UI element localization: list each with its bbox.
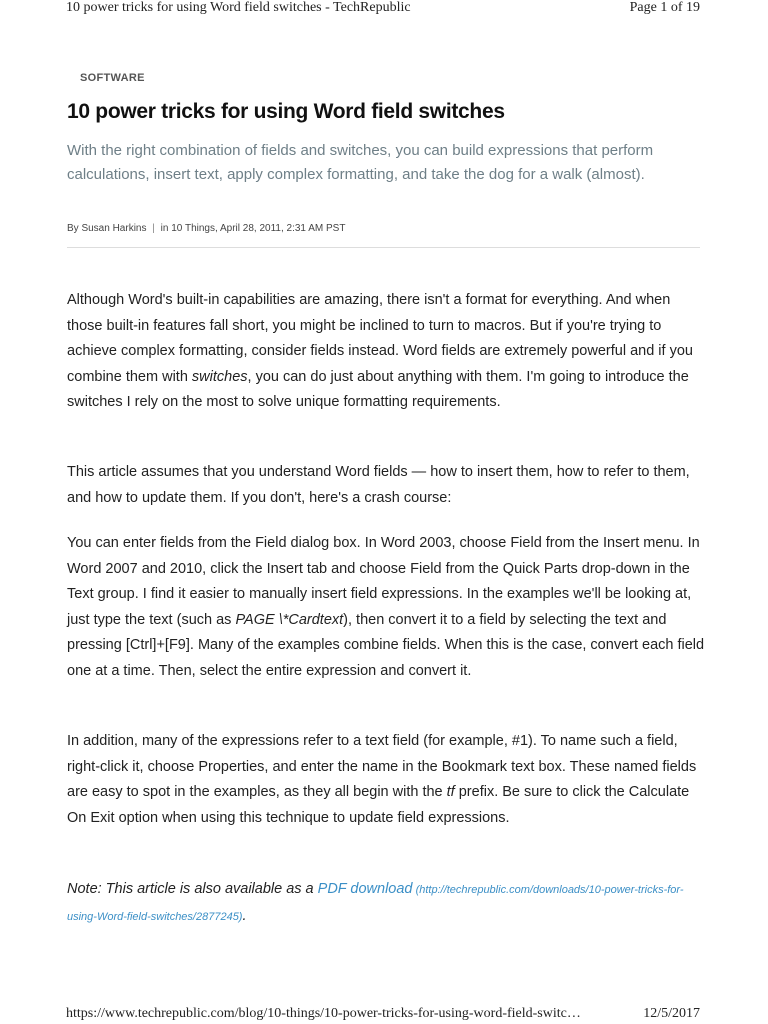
body-paragraph-1 [67,288,707,416]
article-headline: 10 power tricks for using Word field switches [67,100,505,123]
print-footer-url: https://www.techrepublic.com/blog/10-things/10-power-tricks-for-using-word-field-switc… [66,1006,581,1021]
p3-text-a: You can enter fields from the Field dialog box. In Word 2003, choose Field from the Insert menu. In Word 2007 and 2010, click the Insert tab and choose Field from the Quick Parts drop-down in the Text group. I find it easier to manually insert field expressions. In the examples we'll be looking at, just type the text (such as [67,535,700,628]
byline-section-link[interactable]: 10 Things [171,223,215,234]
print-footer-date: 12/5/2017 [643,1006,700,1021]
article-dek: With the right combination of fields and switches, you can build expressions that perform calculations, insert text, apply complex formatting, and take the dog for a walk (almost). [67,142,654,183]
p4-text-b: prefix. Be sure to click the Calculate On Exit option when using this technique to update field expressions. [67,784,690,826]
body-paragraph-2: This article assumes that you understand Word fields — how to insert them, how to refer to them, and how to update them. If you don't, here's a crash course: [67,464,690,506]
p3-field-code-switch: \*Cardtext [274,611,344,628]
byline-by: By [67,223,79,234]
p3-text-b: ), then convert it to a field by selecting the text and pressing [Ctrl]+[F9]. Many of the examples combine fields. When this is the case, convert each field one at a time. Then, select the entire expression and convert it. [67,611,705,679]
byline [67,223,345,234]
body-paragraph-3 [67,531,707,684]
pdf-note [67,876,707,930]
pdf-download-link[interactable]: PDF download [317,881,413,897]
body-paragraph-4 [67,729,707,831]
header-divider [67,247,700,248]
byline-date: , April 28, 2011, 2:31 AM PST [214,223,346,234]
p3-field-code-name: PAGE [235,611,275,628]
p4-text-a: In addition, many of the expressions refer to a text field (for example, #1). To name such a field, right-click it, choose Properties, and enter the name in the Bookmark text box. These named fields are easy to spot in the examples, as they all begin with the [67,733,697,800]
note-prefix: Note: This article is also available as a [67,881,318,897]
p1-text-a: Although Word's built-in capabilities are amazing, there isn't a format for everything. And when those built-in features fall short, you might be inclined to turn to macros. But if you're trying to achieve complex formatting, consider fields instead. Word fields are extremely powerful and if you combine them with [67,292,693,385]
p1-text-b: , you can do just about anything with them. I'm going to introduce the switches I rely on the most to solve unique formatting requirements. [67,368,689,410]
p4-prefix-code: tf [446,784,455,800]
print-header [66,0,700,22]
pdf-download-url[interactable]: (http://techrepublic.com/downloads/10-power-tricks-for-using-Word-field-switches/2877245) [67,884,684,923]
byline-author[interactable]: Susan Harkins [81,223,147,234]
byline-separator: | [152,223,155,234]
print-footer [66,1006,700,1024]
category-label[interactable]: SOFTWARE [80,72,145,84]
note-suffix: . [242,908,247,924]
byline-in: in [160,223,169,234]
p1-emphasis: switches [191,368,248,385]
print-header-title: 10 power tricks for using Word field switches - TechRepublic [66,0,411,15]
print-header-page-number: Page 1 of 19 [629,0,700,15]
